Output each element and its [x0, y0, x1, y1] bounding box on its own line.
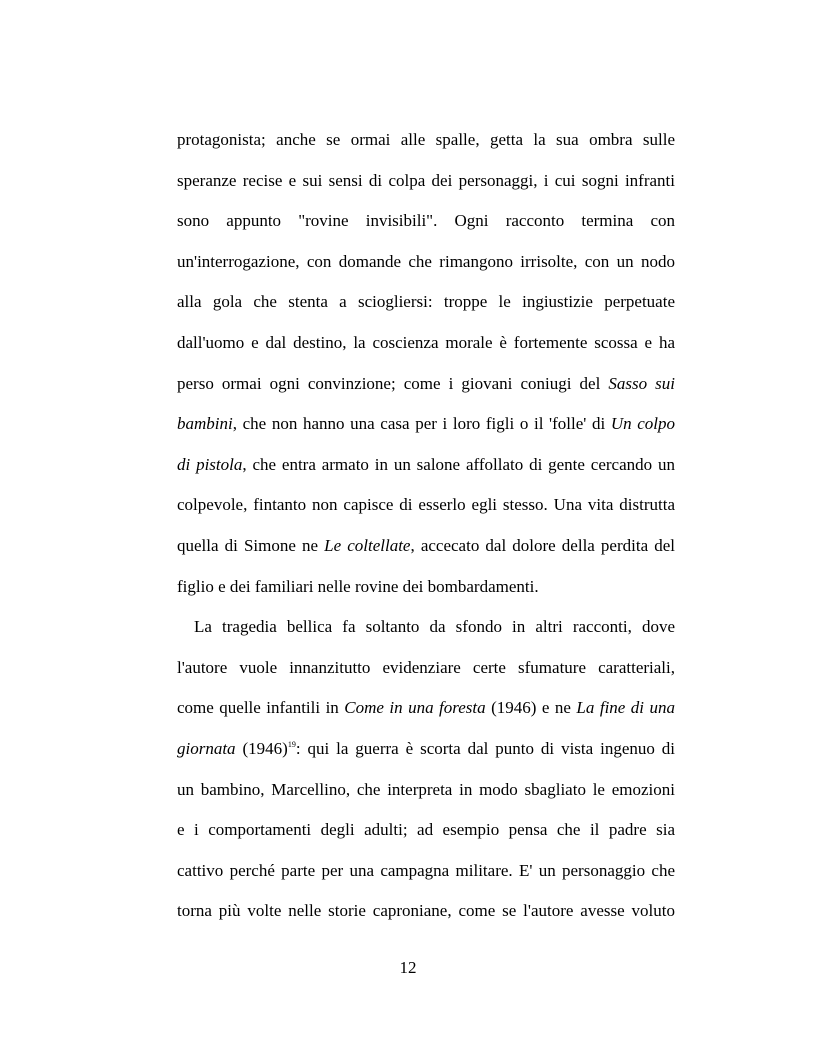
text-line: cattivo perché parte per una campagna militare. E' un personaggio che — [177, 860, 675, 880]
text-line: colpevole, fintanto non capisce di esserlo egli stesso. Una vita distrutta — [177, 495, 675, 515]
text-line: bambini, che non hanno una casa per i loro figli o il 'folle' di Un colpo — [177, 414, 676, 434]
work-title: La fine di una — [576, 698, 675, 718]
work-title: bambini — [177, 414, 233, 434]
work-title: Un colpo — [610, 414, 676, 434]
work-title: di pistola — [177, 454, 243, 474]
text-line: di pistola, che entra armato in un salone affollato di gente cercando un — [177, 454, 675, 474]
text-line: come quelle infantili in Come in una foresta (1946) e ne La fine di una — [177, 698, 675, 718]
text-line: sono appunto "rovine invisibili". Ogni racconto termina con — [177, 211, 675, 231]
text-line: l'autore vuole innanzitutto evidenziare certe sfumature caratteriali, — [177, 657, 675, 677]
text-line: giornata (1946)$^{19}$: qui la guerra è scorta dal punto di vista ingenuo di — [177, 738, 676, 758]
body-text — [177, 120, 675, 932]
work-title: Le coltellate — [324, 535, 411, 555]
text-line: perso ormai ogni convinzione; come i giovani coniugi del Sasso sui — [177, 373, 675, 393]
text-line: dall'uomo e dal destino, la coscienza morale è fortemente scossa e ha — [177, 332, 675, 352]
text-line: un'interrogazione, con domande che rimangono irrisolte, con un nodo — [177, 251, 675, 271]
text-line: e i comportamenti degli adulti; ad esempio pensa che il padre sia — [177, 820, 675, 840]
text-line: quella di Simone ne Le coltellate, accecato dal dolore della perdita del — [177, 535, 675, 555]
text-line: protagonista; anche se ormai alle spalle, getta la sua ombra sulle — [177, 130, 675, 149]
text-line: speranze recise e sui sensi di colpa dei personaggi, i cui sogni infranti — [177, 170, 675, 190]
footnote-ref: 19 — [287, 739, 296, 749]
text-line: La tragedia bellica fa soltanto da sfondo in altri racconti, dove — [194, 617, 675, 637]
work-title: Sasso sui — [608, 373, 675, 393]
page-number: 12 — [399, 958, 417, 977]
work-title: giornata — [177, 738, 236, 758]
text-line: figlio e dei familiari nelle rovine dei bombardamenti. — [177, 576, 539, 596]
text-line: torna più volte nelle storie caproniane, come se l'autore avesse voluto — [177, 901, 675, 921]
work-title: Come in una foresta — [344, 698, 486, 718]
text-line: alla gola che stenta a sciogliersi: troppe le ingiustizie perpetuate — [177, 292, 675, 312]
text-line: un bambino, Marcellino, che interpreta in modo sbagliato le emozioni — [177, 779, 675, 799]
